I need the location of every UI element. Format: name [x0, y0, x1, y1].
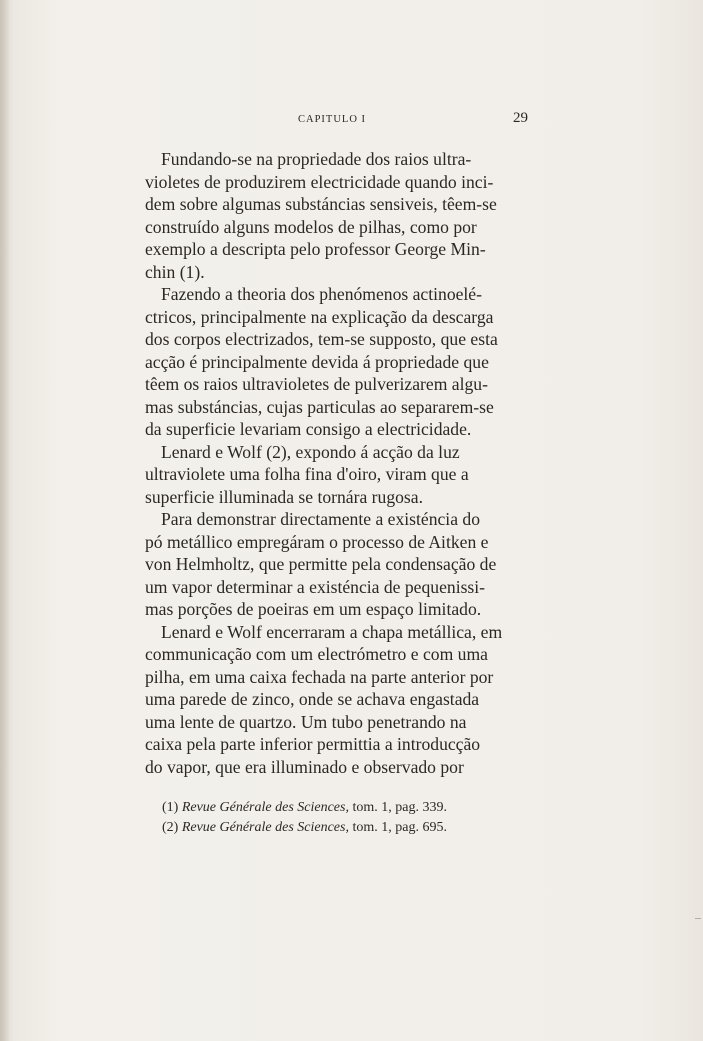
- page-number: 29: [513, 110, 528, 126]
- spine-shadow: [0, 0, 10, 1041]
- paragraph: Fazendo a theoria dos phenómenos actinoelé- ctricos, principalmente na explicação da descarga dos corpos electrizados, tem-se supposto, que esta acção é principalmente devida á propriedade que têem os raios ultravioletes de pulverizarem algu- mas substáncias, cujas particulas ao separarem-se da superficie levariam consigo a electricidade.: [145, 284, 498, 439]
- footnote-detail: tom. 1, pag. 695.: [352, 820, 447, 835]
- running-head: CAPITULO I: [298, 114, 367, 125]
- footnotes: [162, 798, 522, 838]
- edge-mark: [695, 918, 701, 919]
- footnote: [162, 798, 522, 818]
- page-header: [145, 110, 530, 132]
- paragraph: Para demonstrar directamente a existéncia do pó metállico empregáram o processo de Aitken e von Helmholtz, que permitte pela condensação de um vapor determinar a existéncia de pequenissi- mas porções de poeiras em um espaço limitado.: [145, 509, 497, 619]
- footnote: [162, 818, 522, 838]
- paragraph: Lenard e Wolf (2), expondo á acção da luz ultraviolete uma folha fina d'oiro, viram que a superficie illuminada se tornára rugosa.: [145, 441, 469, 507]
- footnote-detail: tom. 1, pag. 339.: [352, 800, 447, 815]
- body-text: [145, 148, 531, 778]
- footnote-ref: (2): [162, 820, 179, 835]
- footnote-ref: (1): [162, 800, 179, 815]
- footnote-journal: Revue Générale des Sciences,: [181, 800, 349, 815]
- paragraph: Lenard e Wolf encerraram a chapa metállica, em communicação com um electrómetro e com uma pilha, em uma caixa fechada na parte anterior por uma parede de zinco, onde se achava engastada uma lente de quartzo. Um tubo penetrando na caixa pela parte inferior permittia a introducção do vapor, que era illuminado e observado por: [145, 621, 503, 777]
- paragraph: Fundando-se na propriedade dos raios ultra- violetes de produzirem electricidade quando inci- dem sobre algumas substáncias sensiveis, têem-se construído alguns modelos de pilhas, como por exemplo a descripta pelo professor George Min- chin (1).: [145, 149, 497, 282]
- footnote-journal: Revue Générale des Sciences,: [181, 820, 349, 835]
